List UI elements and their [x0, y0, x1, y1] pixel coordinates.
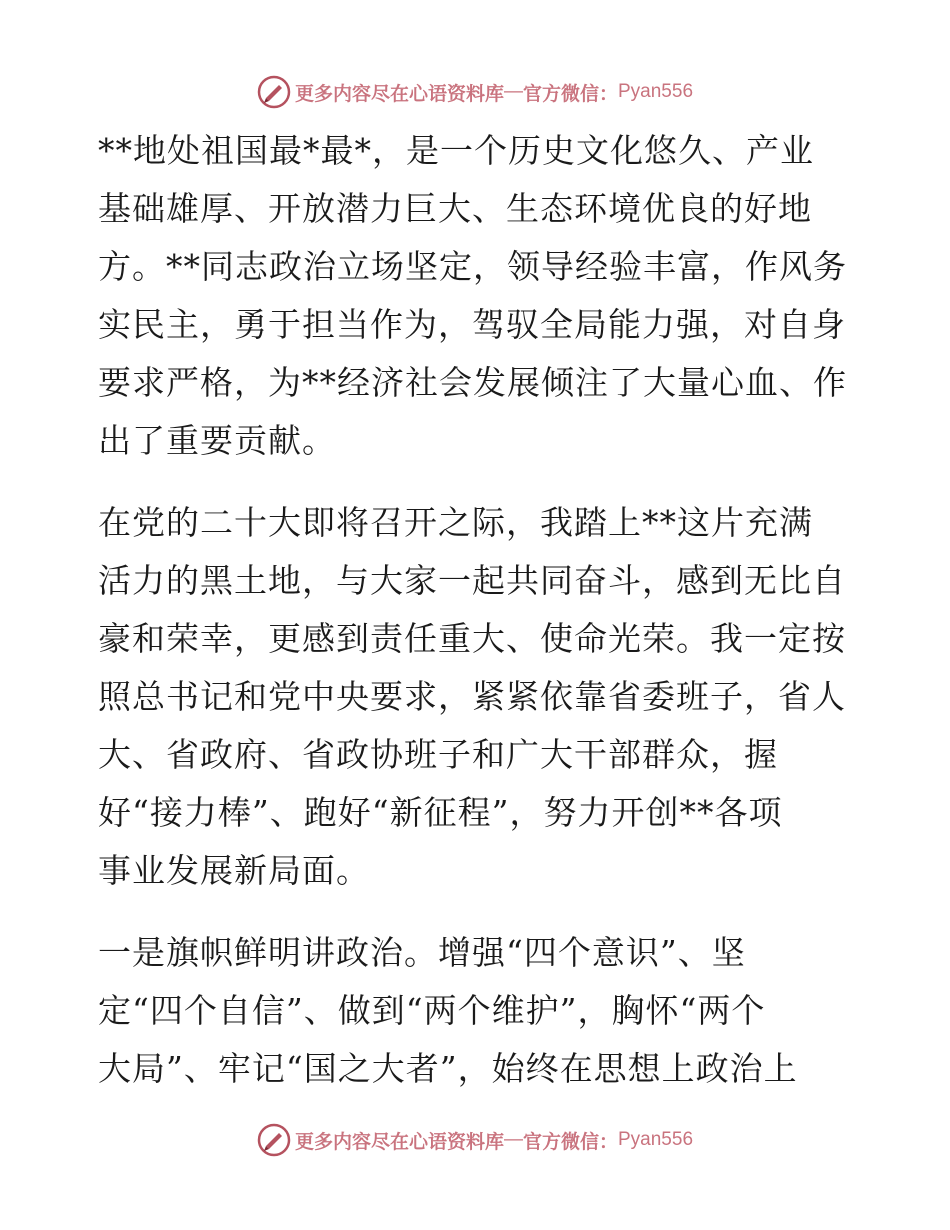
footer-watermark-banner [0, 1120, 950, 1160]
text-line: 好“接力棒”、跑好“新征程”，努力开创**各项 [98, 793, 783, 832]
text-line: 事业发展新局面。 [98, 851, 370, 890]
banner-official-label: 官方微信： [522, 82, 618, 105]
text-line: 要求严格，为**经济社会发展倾注了大量心血、作 [98, 363, 847, 402]
banner-wechat-id: Pyan556 [618, 1129, 694, 1150]
text-line: 大、省政府、省政协班子和广大干部群众，握 [98, 735, 778, 774]
header-watermark-banner [0, 72, 950, 112]
text-line: 照总书记和党中央要求，紧紧依靠省委班子，省人 [98, 677, 846, 716]
text-line: 方。**同志政治立场坚定，领导经验丰富，作风务 [98, 247, 847, 286]
text-line: 定“四个自信”、做到“两个维护”，胸怀“两个 [98, 991, 766, 1030]
text-line: 一是旗帜鲜明讲政治。增强“四个意识”、坚 [98, 933, 746, 972]
text-line: 出了重要贡献。 [98, 421, 336, 460]
text-line: 豪和荣幸，更感到责任重大、使命光荣。我一定按 [98, 619, 846, 658]
text-line: 实民主，勇于担当作为，驾驭全局能力强，对自身 [98, 305, 846, 344]
text-line: 基础雄厚、开放潜力巨大、生态环境优良的好地 [98, 189, 812, 228]
pen-logo-icon [257, 75, 291, 109]
banner-wechat-id: Pyan556 [618, 81, 694, 102]
text-line: 活力的黑土地，与大家一起共同奋斗，感到无比自 [98, 561, 846, 600]
banner-dash: — [503, 81, 523, 102]
paragraph-2 [98, 494, 858, 900]
pen-logo-icon [257, 1123, 291, 1157]
document-body [98, 122, 858, 1098]
paragraph-3 [98, 924, 858, 1098]
text-line: 大局”、牢记“国之大者”，始终在思想上政治上 [98, 1049, 798, 1088]
banner-text: 更多内容尽在心语资料库 [294, 82, 504, 105]
banner-official-label: 官方微信： [522, 1130, 618, 1153]
text-line: 在党的二十大即将召开之际，我踏上**这片充满 [98, 503, 813, 542]
banner-dash: — [503, 1129, 523, 1150]
text-line: **地处祖国最*最*，是一个历史文化悠久、产业 [98, 131, 814, 170]
banner-text: 更多内容尽在心语资料库 [294, 1130, 504, 1153]
paragraph-1 [98, 122, 858, 470]
